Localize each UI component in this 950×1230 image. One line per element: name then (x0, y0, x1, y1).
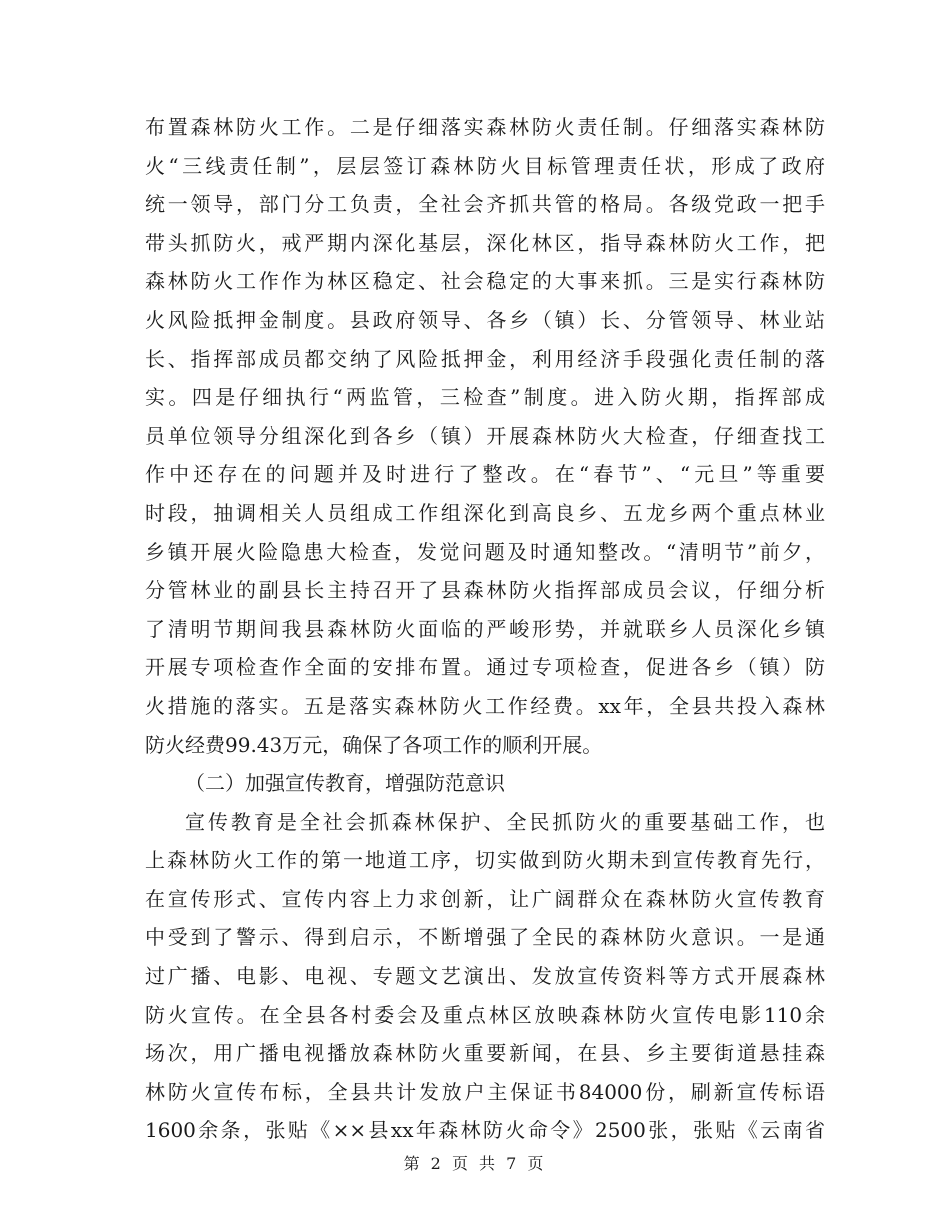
text-line: 作中还存在的问题并及时进行了整改。在“春节”、“元旦”等重要 (145, 462, 825, 487)
text-line: 宣传教育是全社会抓森林保护、全民抓防火的重要基础工作，也 (185, 809, 825, 834)
text-line: 布置森林防火工作。二是仔细落实森林防火责任制。仔细落实森林防 (145, 115, 825, 139)
text-line: 过广播、电影、电视、专题文艺演出、发放宣传资料等方式开展森林 (145, 964, 825, 989)
text-line: 防火经费99.43万元，确保了各项工作的顺利开展。 (145, 732, 603, 757)
document-body (145, 108, 825, 1150)
section-heading: （二）加强宣传教育，增强防范意识 (185, 771, 505, 796)
text-line: 员单位领导分组深化到各乡（镇）开展森林防火大检查，仔细查找工 (145, 423, 825, 448)
text-line: 乡镇开展火险隐患大检查，发觉问题及时通知整改。“清明节”前夕， (145, 539, 825, 564)
text-line: 中受到了警示、得到启示，不断增强了全民的森林防火意识。一是通 (145, 925, 825, 950)
text-line: 分管林业的副县长主持召开了县森林防火指挥部成员会议，仔细分析 (145, 578, 825, 603)
text-line: 火风险抵押金制度。县政府领导、各乡（镇）长、分管领导、林业站 (145, 307, 825, 332)
text-line: 火“三线责任制”，层层签订森林防火目标管理责任状，形成了政府 (145, 153, 825, 178)
text-line: 森林防火工作作为林区稳定、社会稳定的大事来抓。三是实行森林防 (145, 269, 825, 294)
text-line: 火措施的落实。五是落实森林防火工作经费。xx年，全县共投入森林 (145, 693, 825, 718)
text-line: 时段，抽调相关人员组成工作组深化到高良乡、五龙乡两个重点林业 (145, 500, 825, 525)
text-line: 长、指挥部成员都交纳了风险抵押金，利用经济手段强化责任制的落 (145, 346, 825, 371)
paragraph-publicity (145, 803, 825, 1150)
text-line: 统一领导，部门分工负责，全社会齐抓共管的格局。各级党政一把手 (145, 192, 825, 217)
text-line: 1600余条，张贴《××县xx年森林防火命令》2500张，张贴《云南省 (145, 1118, 825, 1143)
text-line: 带头抓防火，戒严期内深化基层，深化林区，指导森林防火工作，把 (145, 230, 825, 255)
text-line: 场次，用广播电视播放森林防火重要新闻，在县、乡主要街道悬挂森 (145, 1041, 825, 1066)
page-number-footer: 第 2 页 共 7 页 (403, 1154, 547, 1173)
text-line: 林防火宣传布标，全县共计发放户主保证书84000份，刷新宣传标语 (145, 1079, 825, 1104)
text-line: 上森林防火工作的第一地道工序，切实做到防火期未到宣传教育先行， (145, 848, 825, 873)
text-line: 开展专项检查作全面的安排布置。通过专项检查，促进各乡（镇）防 (145, 655, 825, 680)
text-line: 实。四是仔细执行“两监管，三检查”制度。进入防火期，指挥部成 (145, 385, 825, 410)
paragraph-responsibility (145, 108, 825, 764)
text-line: 在宣传形式、宣传内容上力求创新，让广阔群众在森林防火宣传教育 (145, 886, 825, 911)
text-line: 防火宣传。在全县各村委会及重点林区放映森林防火宣传电影110余 (145, 1002, 825, 1027)
text-line: 了清明节期间我县森林防火面临的严峻形势，并就联乡人员深化乡镇 (145, 616, 825, 641)
